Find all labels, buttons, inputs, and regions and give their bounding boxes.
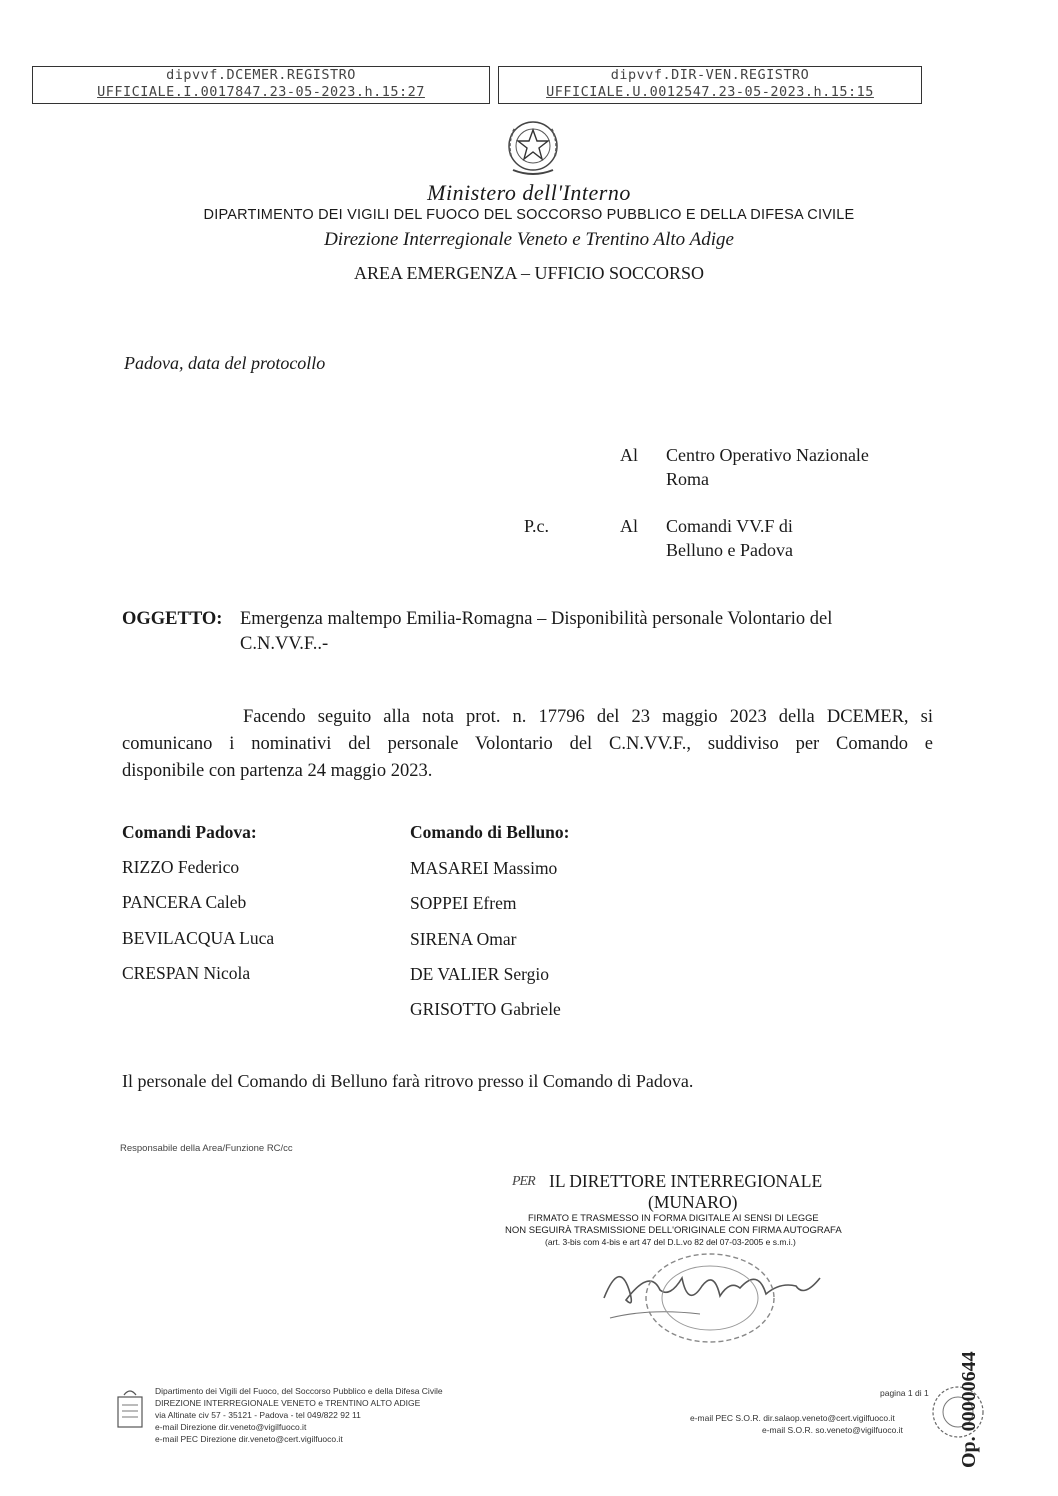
cc-label: P.c. [524, 516, 550, 536]
footer-left-line3: via Altinate civ 57 - 35121 - Padova - tel 049/822 92 11 [155, 1410, 361, 1420]
outgoing-stamp-line1: dipvvf.DIR-VEN.REGISTRO [610, 67, 810, 83]
body-line1: Facendo seguito alla nota prot. n. 17796 del 23 maggio 2023 della DCEMER, si [243, 707, 933, 727]
cc-line2: Belluno e Padova [666, 540, 793, 560]
padova-person: CRESPAN Nicola [122, 963, 251, 983]
place-date: Padova, data del protocollo [124, 353, 326, 373]
footer-page-number: pagina 1 di 1 [880, 1388, 929, 1398]
padova-heading: Comandi Padova: [122, 822, 257, 842]
side-registration-number: Op. 00000644 [958, 1351, 980, 1468]
responsible-note: Responsabile della Area/Funzione RC/cc [120, 1143, 293, 1154]
office-title: AREA EMERGENZA – UFFICIO SOCCORSO [353, 263, 705, 283]
padova-person: PANCERA Caleb [122, 892, 247, 912]
footer-emblem-icon [112, 1385, 148, 1433]
body-line2: comunicano i nominativi del personale Volontario del C.N.VV.F., suddiviso per Comando e [122, 734, 933, 754]
belluno-heading: Comando di Belluno: [410, 822, 570, 842]
official-round-stamp-icon [640, 1250, 780, 1350]
padova-person: BEVILACQUA Luca [122, 928, 275, 948]
body-line3: disponibile con partenza 24 maggio 2023. [122, 761, 433, 781]
belluno-person: DE VALIER Sergio [410, 964, 550, 984]
signature-note3: (art. 3-bis com 4-bis e art 47 del D.L.vo 82 del 07-03-2005 e s.m.i.) [545, 1237, 796, 1247]
signature-name: (MUNARO) [648, 1192, 738, 1212]
italian-republic-emblem-icon [501, 114, 565, 182]
incoming-stamp-line1: dipvvf.DCEMER.REGISTRO [166, 67, 356, 83]
footer-left-line5: e-mail PEC Direzione dir.veneto@cert.vigilfuoco.it [155, 1434, 343, 1444]
belluno-person: SOPPEI Efrem [410, 893, 517, 913]
subject-line1: Emergenza maltempo Emilia-Romagna – Disponibilità personale Volontario del [240, 609, 833, 629]
footer-left-line4: e-mail Direzione dir.veneto@vigilfuoco.it [155, 1422, 307, 1432]
direction-title: Direzione Interregionale Veneto e Trentino Alto Adige [324, 229, 734, 250]
closing-note: Il personale del Comando di Belluno farà ritrovo presso il Comando di Padova. [122, 1071, 694, 1091]
incoming-protocol-stamp [32, 66, 490, 104]
recipient-line1: Centro Operativo Nazionale [666, 445, 869, 465]
recipient-line2: Roma [666, 469, 709, 489]
incoming-stamp-line2: UFFICIALE.I.0017847.23-05-2023.h.15:27 [97, 84, 425, 100]
subject-label: OGGETTO: [122, 609, 223, 629]
outgoing-stamp-line2: UFFICIALE.U.0012547.23-05-2023.h.15:15 [546, 84, 874, 100]
subject-line2: C.N.VV.F..- [240, 634, 329, 654]
footer-right-line1: e-mail PEC S.O.R. dir.salaop.veneto@cert.vigilfuoco.it [690, 1413, 895, 1423]
ministry-title: Ministero dell'Interno [427, 180, 631, 205]
recipient-prefix: Al [620, 445, 638, 465]
signature-note2: NON SEGUIRÀ TRASMISSIONE DELL'ORIGINALE CON FIRMA AUTOGRAFA [505, 1225, 842, 1236]
signature-per: PER [512, 1174, 535, 1189]
cc-prefix: Al [620, 516, 638, 536]
signature-note1: FIRMATO E TRASMESSO IN FORMA DIGITALE AI SENSI DI LEGGE [528, 1213, 819, 1224]
footer-right-line2: e-mail S.O.R. so.veneto@vigilfuoco.it [762, 1425, 903, 1435]
belluno-person: MASAREI Massimo [410, 858, 558, 878]
belluno-person: GRISOTTO Gabriele [410, 999, 561, 1019]
signature-title: IL DIRETTORE INTERREGIONALE [549, 1171, 823, 1191]
footer-left-line2: DIREZIONE INTERREGIONALE VENETO e TRENTINO ALTO ADIGE [155, 1398, 421, 1408]
padova-person: RIZZO Federico [122, 857, 240, 877]
belluno-person: SIRENA Omar [410, 929, 517, 949]
department-title: DIPARTIMENTO DEI VIGILI DEL FUOCO DEL SOCCORSO PUBBLICO E DELLA DIFESA CIVILE [203, 207, 855, 223]
outgoing-protocol-stamp [498, 66, 922, 104]
cc-line1: Comandi VV.F di [666, 516, 793, 536]
footer-left-line1: Dipartimento dei Vigili del Fuoco, del Soccorso Pubblico e della Difesa Civile [155, 1386, 443, 1396]
